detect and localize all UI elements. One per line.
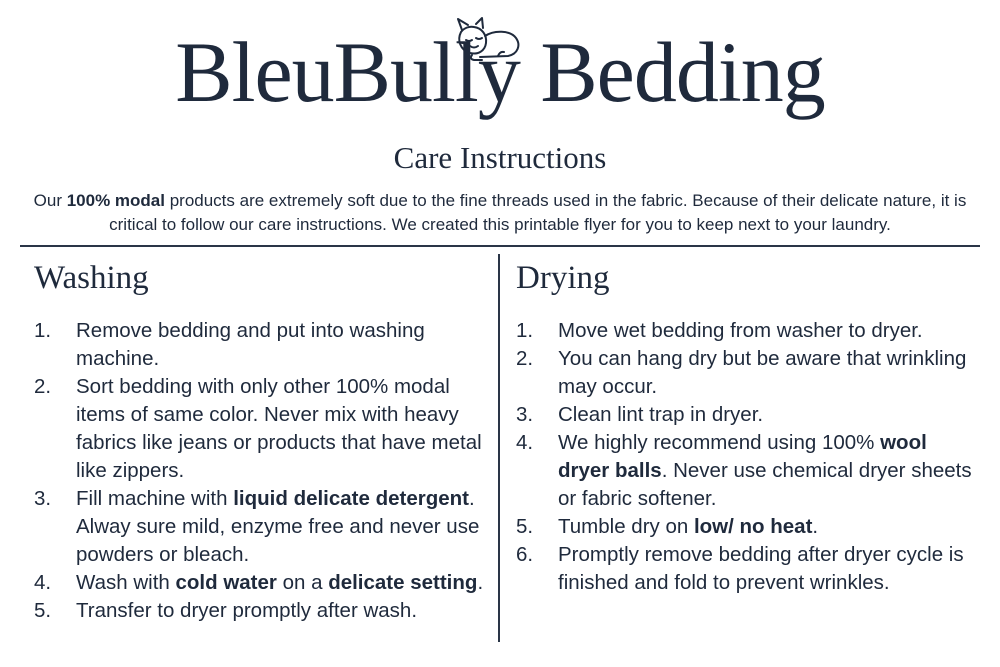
step-text: Wash with [76, 571, 176, 594]
step-number: 1. [34, 319, 52, 342]
drying-section [516, 258, 976, 597]
step-number: 2. [34, 375, 52, 398]
drying-step [516, 317, 976, 345]
step-text: Move wet bedding from washer to dryer. [558, 319, 923, 342]
step-text: We highly recommend using 100% [558, 431, 881, 454]
washing-step [34, 597, 484, 625]
washing-step [34, 569, 484, 597]
drying-step [516, 513, 976, 541]
washing-step [34, 317, 484, 373]
step-text: on a [276, 571, 329, 594]
step-number: 6. [516, 543, 534, 566]
drying-steps [516, 317, 976, 597]
drying-heading: Drying [516, 260, 610, 296]
drying-step [516, 429, 976, 513]
step-text: Sort bedding with only other 100% modal items of same color. Never mix with heavy fabrics like jeans or products that have metal like zippers. [76, 375, 482, 482]
page-subtitle: Care Instructions [393, 140, 607, 175]
step-bold-text: low/ no heat [693, 515, 813, 538]
step-text: Remove bedding and put into washing machine. [76, 319, 425, 370]
intro-paragraph [20, 189, 980, 237]
washing-section [34, 258, 484, 625]
washing-heading: Washing [34, 260, 149, 296]
step-number: 3. [516, 403, 534, 426]
step-text: Clean lint trap in dryer. [558, 403, 764, 426]
drying-step [516, 401, 976, 429]
intro-bold-text: 100% modal [66, 191, 165, 210]
step-text: . [477, 571, 484, 594]
horizontal-divider [20, 245, 980, 247]
washing-steps [34, 317, 484, 625]
step-text: Tumble dry on [558, 515, 694, 538]
intro-text: products are extremely soft due to the fine threads used in the fabric. Because of their delicate nature, it is critical to follow our care instructions. We created this printable flyer for you to keep next to your laundry. [109, 191, 967, 234]
step-text: . Alway sure mild, enzyme free and never use powders or bleach. [76, 487, 480, 566]
step-bold-text: delicate setting [328, 571, 478, 594]
step-text: You can hang dry but be aware that wrinkling may occur. [558, 347, 967, 398]
step-bold-text: liquid delicate detergent [233, 487, 470, 510]
step-text: . [812, 515, 819, 538]
vertical-divider [498, 254, 500, 642]
washing-step [34, 485, 484, 569]
step-text: . Never use chemical dryer sheets or fabric softener. [558, 459, 972, 510]
washing-step [34, 373, 484, 485]
step-number: 5. [34, 599, 52, 622]
step-bold-text: cold water [175, 571, 277, 594]
intro-text: Our [33, 191, 67, 210]
step-number: 4. [516, 431, 534, 454]
step-bold-text: wool dryer balls [558, 431, 927, 482]
drying-step [516, 345, 976, 401]
step-text: Promptly remove bedding after dryer cycle is finished and fold to prevent wrinkles. [558, 543, 964, 594]
drying-step [516, 541, 976, 597]
step-text: Fill machine with [76, 487, 234, 510]
step-number: 3. [34, 487, 52, 510]
step-number: 1. [516, 319, 534, 342]
step-text: Transfer to dryer promptly after wash. [76, 599, 418, 622]
step-number: 5. [516, 515, 534, 538]
step-number: 2. [516, 347, 534, 370]
step-number: 4. [34, 571, 52, 594]
sleeping-bulldog-icon [452, 16, 524, 64]
brand-logo: BleuBully Bedding [175, 24, 825, 120]
